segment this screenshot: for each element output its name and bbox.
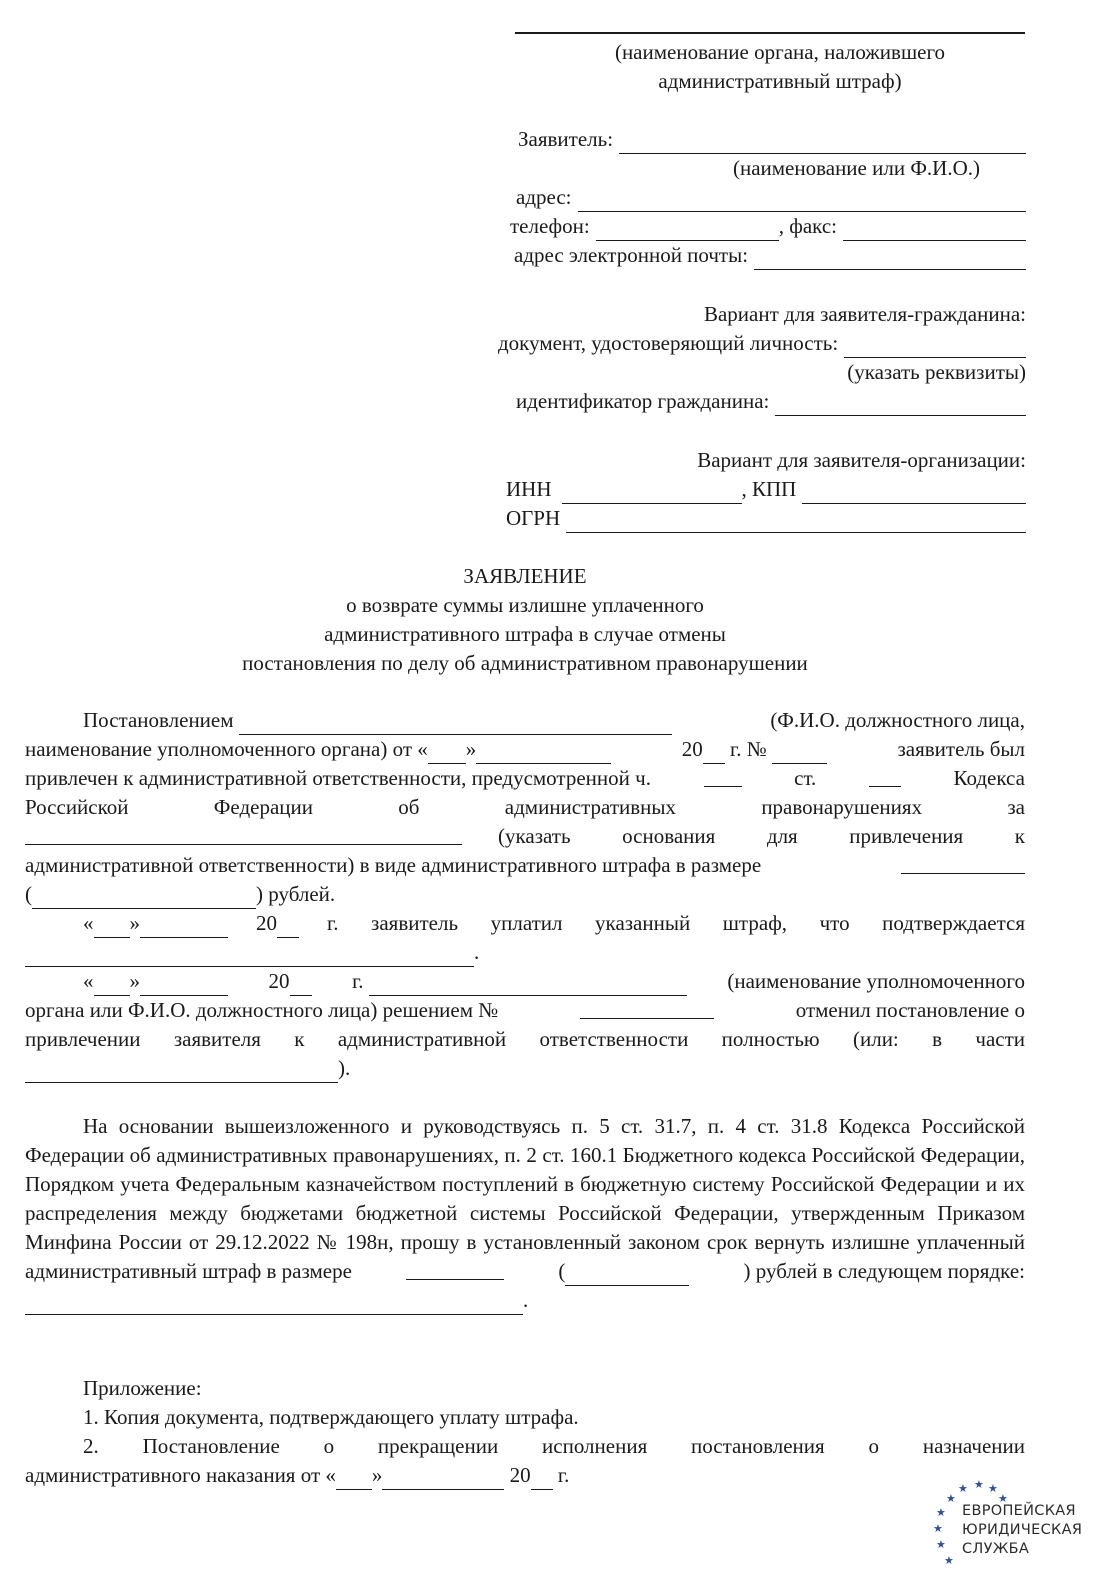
p1-line6 xyxy=(25,851,1025,880)
att-day-field[interactable] xyxy=(336,1467,372,1490)
refund-amount-words-field[interactable] xyxy=(565,1263,689,1286)
applicant-label: Заявитель: xyxy=(518,127,614,151)
fax-field[interactable] xyxy=(843,218,1026,241)
p3-text-i: ). xyxy=(338,1056,351,1080)
p2-text-d: г. заявитель уплатил указанный штраф, что подтверждается xyxy=(327,911,1025,935)
p3-part-field[interactable] xyxy=(25,1060,338,1083)
p1-part-field[interactable] xyxy=(704,764,742,787)
svg-text:★: ★ xyxy=(936,1506,946,1519)
att-year-field[interactable] xyxy=(531,1467,553,1490)
p4-line-amount xyxy=(25,1257,1025,1286)
ogrn-row xyxy=(490,504,1026,533)
p2-text-e: . xyxy=(474,940,480,964)
p1-text-b: (Ф.И.О. должностного лица, xyxy=(770,708,1025,732)
id-doc-caption: (указать реквизиты) xyxy=(847,360,1026,384)
p1-amount-field[interactable] xyxy=(901,851,1025,874)
p3-text-b: » xyxy=(129,969,140,993)
svg-text:★: ★ xyxy=(974,1478,984,1491)
p3-day-field[interactable] xyxy=(94,973,130,996)
p3-line2 xyxy=(25,996,1025,1025)
p1-text-c: наименование уполномоченного органа) от « xyxy=(25,737,428,761)
p3-text-e: (наименование уполномоченного xyxy=(727,969,1025,993)
att-month-field[interactable] xyxy=(382,1467,504,1490)
org-variant-label: Вариант для заявителя-организации: xyxy=(697,448,1026,472)
authority-caption xyxy=(490,38,1026,96)
p2-proof-field[interactable] xyxy=(25,944,474,967)
attachment-item-2-line2 xyxy=(25,1461,1025,1490)
id-doc-field[interactable] xyxy=(844,335,1026,358)
p1-day-field[interactable] xyxy=(428,741,466,764)
email-field[interactable] xyxy=(754,247,1026,270)
authority-caption-line1: (наименование органа, наложившего xyxy=(614,40,946,64)
address-label: адрес: xyxy=(516,185,572,209)
svg-text:★: ★ xyxy=(998,1492,1008,1505)
phone-field[interactable] xyxy=(596,218,779,241)
p1-text-e: 20 xyxy=(681,737,703,761)
citizen-block xyxy=(490,300,1026,416)
p1-text-f: г. № xyxy=(729,737,767,761)
p2-month-field[interactable] xyxy=(140,915,228,938)
logo-line3: СЛУЖБА xyxy=(962,1541,1030,1557)
attachments xyxy=(25,1374,1025,1490)
id-doc-row xyxy=(490,329,1026,358)
phone-fax-row xyxy=(490,212,1026,241)
att2-text-e: г. xyxy=(557,1463,570,1487)
p3-text-a: « xyxy=(83,969,94,993)
citizen-variant-label: Вариант для заявителя-гражданина: xyxy=(703,302,1026,326)
p4-text-d: ) рублей в следующем порядке: xyxy=(743,1259,1025,1283)
p1-grounds-field[interactable] xyxy=(25,822,462,845)
p1-text-a: Постановлением xyxy=(83,708,234,732)
p3-text-f: органа или Ф.И.О. должностного лица) решением № xyxy=(25,998,499,1022)
svg-text:★: ★ xyxy=(933,1522,943,1535)
p1-line2 xyxy=(25,735,1025,764)
fax-label: , факс: xyxy=(778,214,837,238)
applicant-row xyxy=(490,125,1026,154)
kpp-label: , КПП xyxy=(741,477,797,501)
phone-label: телефон: xyxy=(510,214,590,238)
att2-text-d: 20 xyxy=(509,1463,531,1487)
document-title xyxy=(25,562,1025,678)
svg-text:★: ★ xyxy=(988,1482,998,1495)
p1-text-i: ст. xyxy=(794,766,817,790)
p1-text-j: Кодекса xyxy=(953,766,1025,790)
kpp-field[interactable] xyxy=(802,481,1026,504)
applicant-block xyxy=(490,125,1026,270)
p1-text-h: привлечен к административной ответственности, предусмотренной ч. xyxy=(25,766,651,790)
citizen-id-row xyxy=(490,387,1026,416)
p3-line1 xyxy=(25,967,1025,996)
p3-text-c: 20 xyxy=(268,969,290,993)
p2-text-a: « xyxy=(83,911,94,935)
title-line2: административного штрафа в случае отмены xyxy=(324,622,726,646)
svg-text:★: ★ xyxy=(936,1538,946,1551)
refund-amount-field[interactable] xyxy=(406,1257,504,1280)
p3-authority-field[interactable] xyxy=(369,973,687,996)
svg-text:★: ★ xyxy=(946,1492,956,1505)
svg-text:★: ★ xyxy=(958,1482,968,1495)
p3-text-d: г. xyxy=(352,969,364,993)
p2-line2 xyxy=(25,938,1025,967)
attachments-label: Приложение: xyxy=(83,1376,202,1400)
p1-month-field[interactable] xyxy=(476,741,611,764)
p2-text-c: 20 xyxy=(256,911,277,935)
att2-text-b: административного наказания от « xyxy=(25,1463,336,1487)
p1-line4: Российской Федерации об административных правонарушениях за xyxy=(25,795,1025,819)
p4-text-b: административный штраф в размере xyxy=(25,1259,352,1283)
ogrn-label: ОГРН xyxy=(506,506,561,530)
logo-line1: ЕВРОПЕЙСКАЯ xyxy=(962,1503,1076,1519)
title-heading: ЗАЯВЛЕНИЕ xyxy=(463,564,587,588)
email-row xyxy=(490,241,1026,270)
inn-kpp-row xyxy=(490,475,1026,504)
authority-caption-line2: административный штраф) xyxy=(658,69,902,93)
p2-text-b: » xyxy=(129,911,140,935)
p1-line7 xyxy=(25,880,1025,909)
p1-text-m: административной ответственности) в виде административного штрафа в размере xyxy=(25,853,762,877)
email-label: адрес электронной почты: xyxy=(514,243,749,267)
p1-text-d: » xyxy=(465,737,477,761)
authority-name-line[interactable] xyxy=(515,32,1025,34)
p1-line3 xyxy=(25,764,1025,793)
inn-label: ИНН xyxy=(506,477,552,501)
main-body xyxy=(25,706,1025,1083)
p2-year-field[interactable] xyxy=(277,915,299,938)
p1-line5 xyxy=(25,822,1025,851)
applicant-caption: (наименование или Ф.И.О.) xyxy=(732,156,980,180)
logo-line2: ЮРИДИЧЕСКАЯ xyxy=(962,1522,1083,1538)
p1-year-field[interactable] xyxy=(703,741,725,764)
p3-month-field[interactable] xyxy=(140,973,228,996)
p4-text-e: . xyxy=(523,1288,529,1312)
p4-text: На основании вышеизложенного и руководствуясь п. 5 ст. 31.7, п. 4 ст. 31.8 Кодекса Российской Федерации об административных правонарушениях, п. 2 ст. 160.1 Бюджетного кодекса Российской Федерации, Порядком учета Федеральным казначейством поступлений в бюджетную систему Российской Федерации и их распределения между бюджетами бюджетной системы Российской Федерации, утвержденным Приказом Минфина России от 29.12.2022 № 198н, прошу в установленный законом срок вернуть излишне уплаченный xyxy=(25,1114,1025,1254)
applicant-field[interactable] xyxy=(619,131,1026,154)
attachment-item-2: 2. Постановление о прекращении исполнения постановления о назначении xyxy=(83,1434,1025,1458)
p2-line1 xyxy=(25,909,1025,938)
address-row xyxy=(490,183,1026,212)
request-paragraph xyxy=(25,1112,1025,1315)
citizen-id-label: идентификатор гражданина: xyxy=(516,389,770,413)
address-field[interactable] xyxy=(578,189,1026,212)
id-doc-label: документ, удостоверяющий личность: xyxy=(498,331,839,355)
p1-article-field[interactable] xyxy=(869,764,901,787)
p1-line1 xyxy=(25,706,1025,735)
p3-line4 xyxy=(25,1054,1025,1083)
title-line1: о возврате суммы излишне уплаченного xyxy=(346,593,704,617)
p3-year-field[interactable] xyxy=(290,973,312,996)
p1-text-o: ) рублей. xyxy=(256,882,336,906)
att2-text-c: » xyxy=(371,1463,383,1487)
inn-field[interactable] xyxy=(562,481,742,504)
refund-order-field[interactable] xyxy=(25,1292,523,1315)
official-name-field[interactable] xyxy=(239,712,672,735)
company-logo-text xyxy=(962,1502,1082,1559)
citizen-id-field[interactable] xyxy=(775,393,1026,416)
attachment-item-1: 1. Копия документа, подтверждающего уплату штрафа. xyxy=(83,1405,579,1429)
p1-text-g: заявитель был xyxy=(897,737,1025,761)
p2-day-field[interactable] xyxy=(94,915,130,938)
p1-text-n: ( xyxy=(25,882,32,906)
p3-text-g: отменил постановление о xyxy=(795,998,1025,1022)
p1-text-l: (указать основания для привлечения к xyxy=(498,824,1025,848)
p1-number-field[interactable] xyxy=(772,741,827,764)
p3-line3: привлечении заявителя к административной ответственности полностью (или: в части xyxy=(25,1027,1025,1051)
p1-amount-words-field[interactable] xyxy=(32,886,256,909)
title-line3: постановления по делу об административном правонарушении xyxy=(242,651,808,675)
p3-decision-number-field[interactable] xyxy=(580,996,714,1019)
ogrn-field[interactable] xyxy=(566,510,1026,533)
p4-text-c: ( xyxy=(558,1259,566,1283)
svg-text:★: ★ xyxy=(944,1554,954,1567)
p4-line-order xyxy=(25,1286,1025,1315)
org-block xyxy=(490,446,1026,533)
